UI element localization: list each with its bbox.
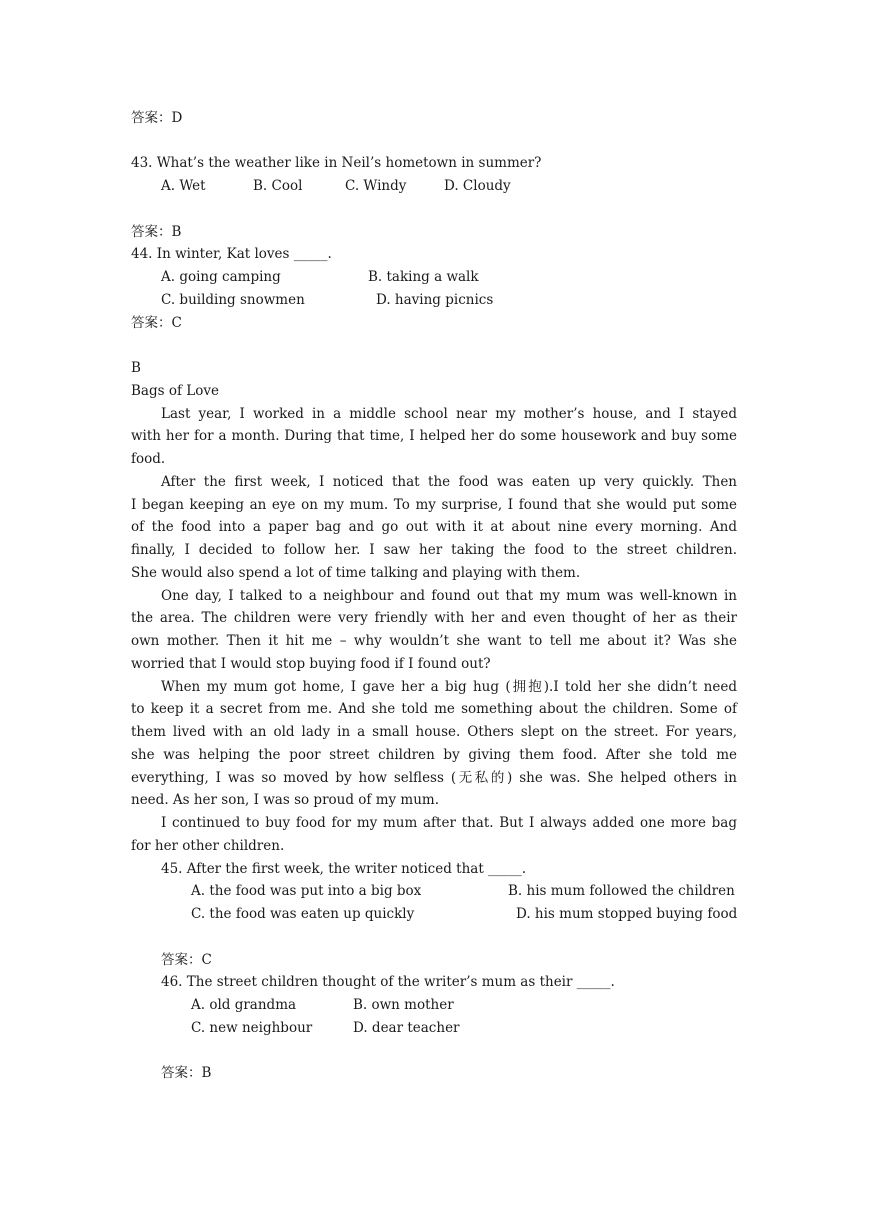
q44-option-a: A. going camping xyxy=(161,269,281,285)
q46-option-c: C. new neighbour xyxy=(191,1020,313,1036)
q44-option-d: D. having picnics xyxy=(376,292,494,308)
passage-p1-line-1: Last year, I worked in a middle school near my mother’s house, and I stayed xyxy=(161,406,737,422)
q42-answer: 答案：D xyxy=(131,110,183,126)
passage-p3-line-2: the area. The children were very friendly with her and even thought of her as their xyxy=(131,610,737,626)
passage-p4-line-4: she was helping the poor street children by giving them food. After she told me xyxy=(131,747,737,763)
q43-question: 43. What’s the weather like in Neil’s hometown in summer? xyxy=(131,155,542,171)
passage-p5-line-2: for her other children. xyxy=(131,838,285,854)
passage-p3-line-4: worried that I would stop buying food if I found out? xyxy=(131,656,491,672)
passage-p4-line-5: everything, I was so moved by how selfless (无私的) she was. She helped others in xyxy=(131,770,737,786)
q45-option-d: D. his mum stopped buying food xyxy=(516,906,738,922)
passage-p2-line-5: She would also spend a lot of time talking and playing with them. xyxy=(131,565,581,581)
passage-p4-line-6: need. As her son, I was so proud of my mum. xyxy=(131,792,439,808)
q46-answer: 答案：B xyxy=(161,1065,212,1081)
section-label: B xyxy=(131,360,141,376)
q43-option-d: D. Cloudy xyxy=(444,178,511,194)
q44-option-c: C. building snowmen xyxy=(161,292,305,308)
q45-answer: 答案：C xyxy=(161,952,212,968)
q43-option-a: A. Wet xyxy=(161,178,206,194)
passage-p5-line-1: I continued to buy food for my mum after that. But I always added one more bag xyxy=(161,815,737,831)
q46-option-b: B. own mother xyxy=(353,997,454,1013)
passage-p3-line-1: One day, I talked to a neighbour and found out that my mum was well-known in xyxy=(161,588,737,604)
passage-p1-line-3: food. xyxy=(131,451,166,467)
q43-option-c: C. Windy xyxy=(345,178,407,194)
passage-p2-line-4: finally, I decided to follow her. I saw her taking the food to the street children. xyxy=(131,542,737,558)
q46-question: 46. The street children thought of the writer’s mum as their _____. xyxy=(161,974,615,990)
passage-p1-line-2: with her for a month. During that time, I helped her do some housework and buy some xyxy=(131,428,737,444)
q43-option-b: B. Cool xyxy=(253,178,303,194)
q45-option-b: B. his mum followed the children xyxy=(508,883,735,899)
passage-p4-line-2: to keep it a secret from me. And she told me something about the children. Some of xyxy=(131,701,737,717)
q45-option-c: C. the food was eaten up quickly xyxy=(191,906,415,922)
q46-option-a: A. old grandma xyxy=(191,997,297,1013)
q45-option-a: A. the food was put into a big box xyxy=(191,883,422,899)
q43-answer: 答案：B xyxy=(131,224,182,240)
passage-p4-line-1: When my mum got home, I gave her a big hug (拥抱).I told her she didn’t need xyxy=(161,679,737,695)
passage-p3-line-3: own mother. Then it hit me – why wouldn’t she want to tell me about it? Was she xyxy=(131,633,737,649)
q44-option-b: B. taking a walk xyxy=(368,269,479,285)
q44-answer: 答案：C xyxy=(131,315,182,331)
passage-p2-line-3: of the food into a paper bag and go out with it at about nine every morning. And xyxy=(131,519,737,535)
passage-title: Bags of Love xyxy=(131,383,219,399)
q46-option-d: D. dear teacher xyxy=(353,1020,460,1036)
passage-p2-line-1: After the first week, I noticed that the food was eaten up very quickly. Then xyxy=(161,474,737,490)
q44-question: 44. In winter, Kat loves _____. xyxy=(131,246,332,262)
q45-question: 45. After the first week, the writer noticed that _____. xyxy=(161,861,527,877)
passage-p4-line-3: them lived with an old lady in a small house. Others slept on the street. For years, xyxy=(131,724,737,740)
passage-p2-line-2: I began keeping an eye on my mum. To my surprise, I found that she would put some xyxy=(131,497,737,513)
